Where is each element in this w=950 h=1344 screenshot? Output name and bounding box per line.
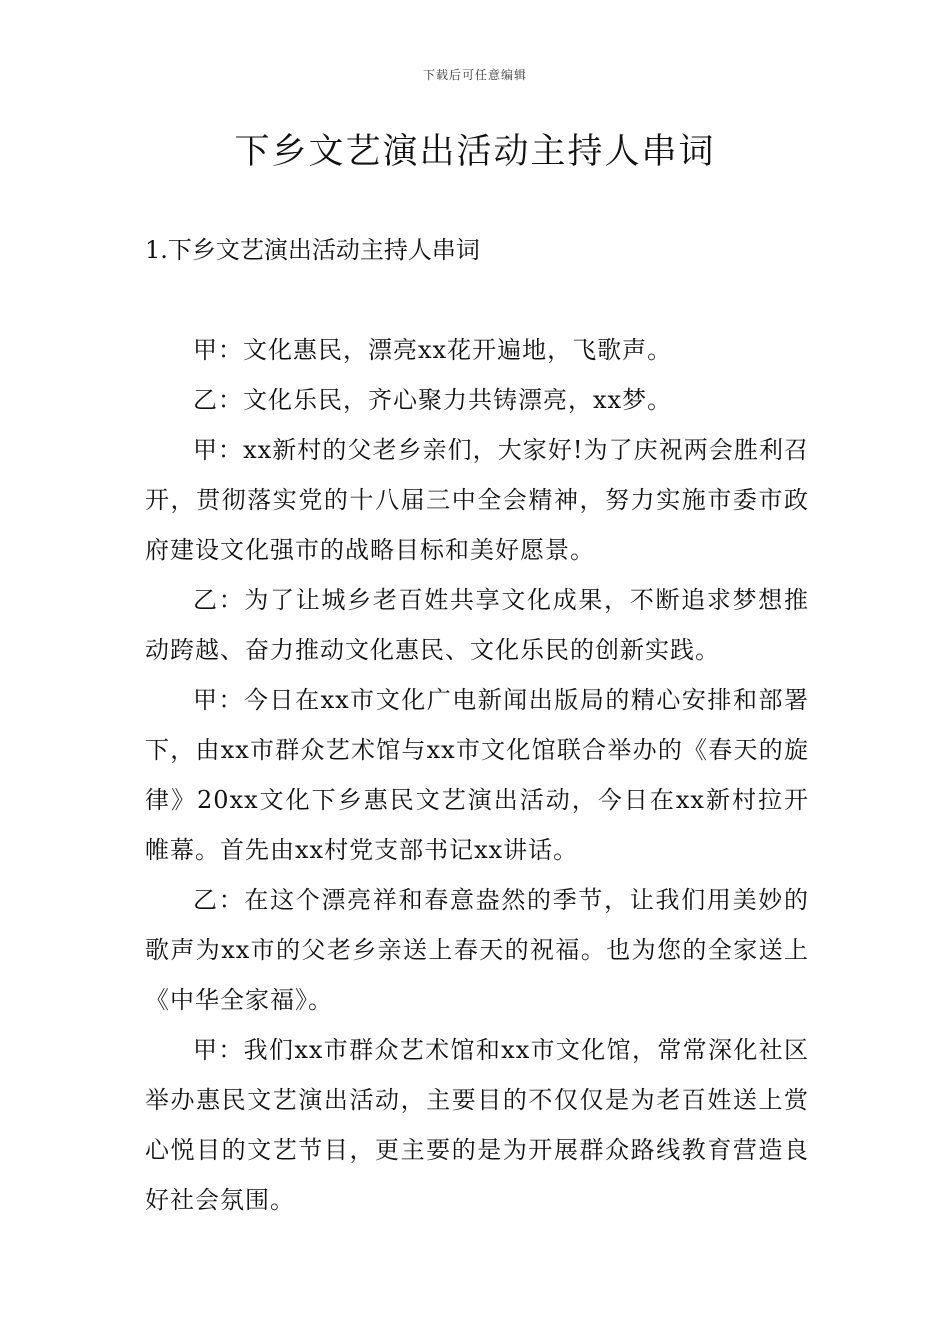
paragraph: 乙：在这个漂亮祥和春意盎然的季节，让我们用美妙的歌声为xx市的父老乡亲送上春天的祝福。也为您的全家送上《中华全家福》。	[145, 886, 809, 1014]
section-heading: 1.下乡文艺演出活动主持人串词	[145, 236, 480, 264]
document-title: 下乡文艺演出活动主持人串词	[234, 132, 716, 172]
paragraph: 甲：文化惠民，漂亮xx花开遍地，飞歌声。	[193, 336, 673, 364]
paragraph: 甲：今日在xx市文化广电新闻出版局的精心安排和部署下，由xx市群众艺术馆与xx市文化馆联合举办的《春天的旋律》20xx文化下乡惠民文艺演出活动，今日在xx新村拉开帷幕。首先由xx村党支部书记xx讲话。	[145, 686, 809, 864]
paragraph: 甲：xx新村的父老乡亲们，大家好!为了庆祝两会胜利召开，贯彻落实党的十八届三中全会精神，努力实施市委市政府建设文化强市的战略目标和美好愿景。	[145, 436, 809, 564]
paragraph: 乙：为了让城乡老百姓共享文化成果，不断追求梦想推动跨越、奋力推动文化惠民、文化乐民的创新实践。	[145, 586, 809, 664]
header-note: 下载后可任意编辑	[422, 68, 527, 82]
paragraph: 甲：我们xx市群众艺术馆和xx市文化馆，常常深化社区举办惠民文艺演出活动，主要目的不仅仅是为老百姓送上赏心悦目的文艺节目，更主要的是为开展群众路线教育营造良好社会氛围。	[145, 1036, 809, 1214]
paragraph: 乙：文化乐民，齐心聚力共铸漂亮，xx梦。	[193, 386, 673, 414]
document-body	[145, 325, 809, 1225]
